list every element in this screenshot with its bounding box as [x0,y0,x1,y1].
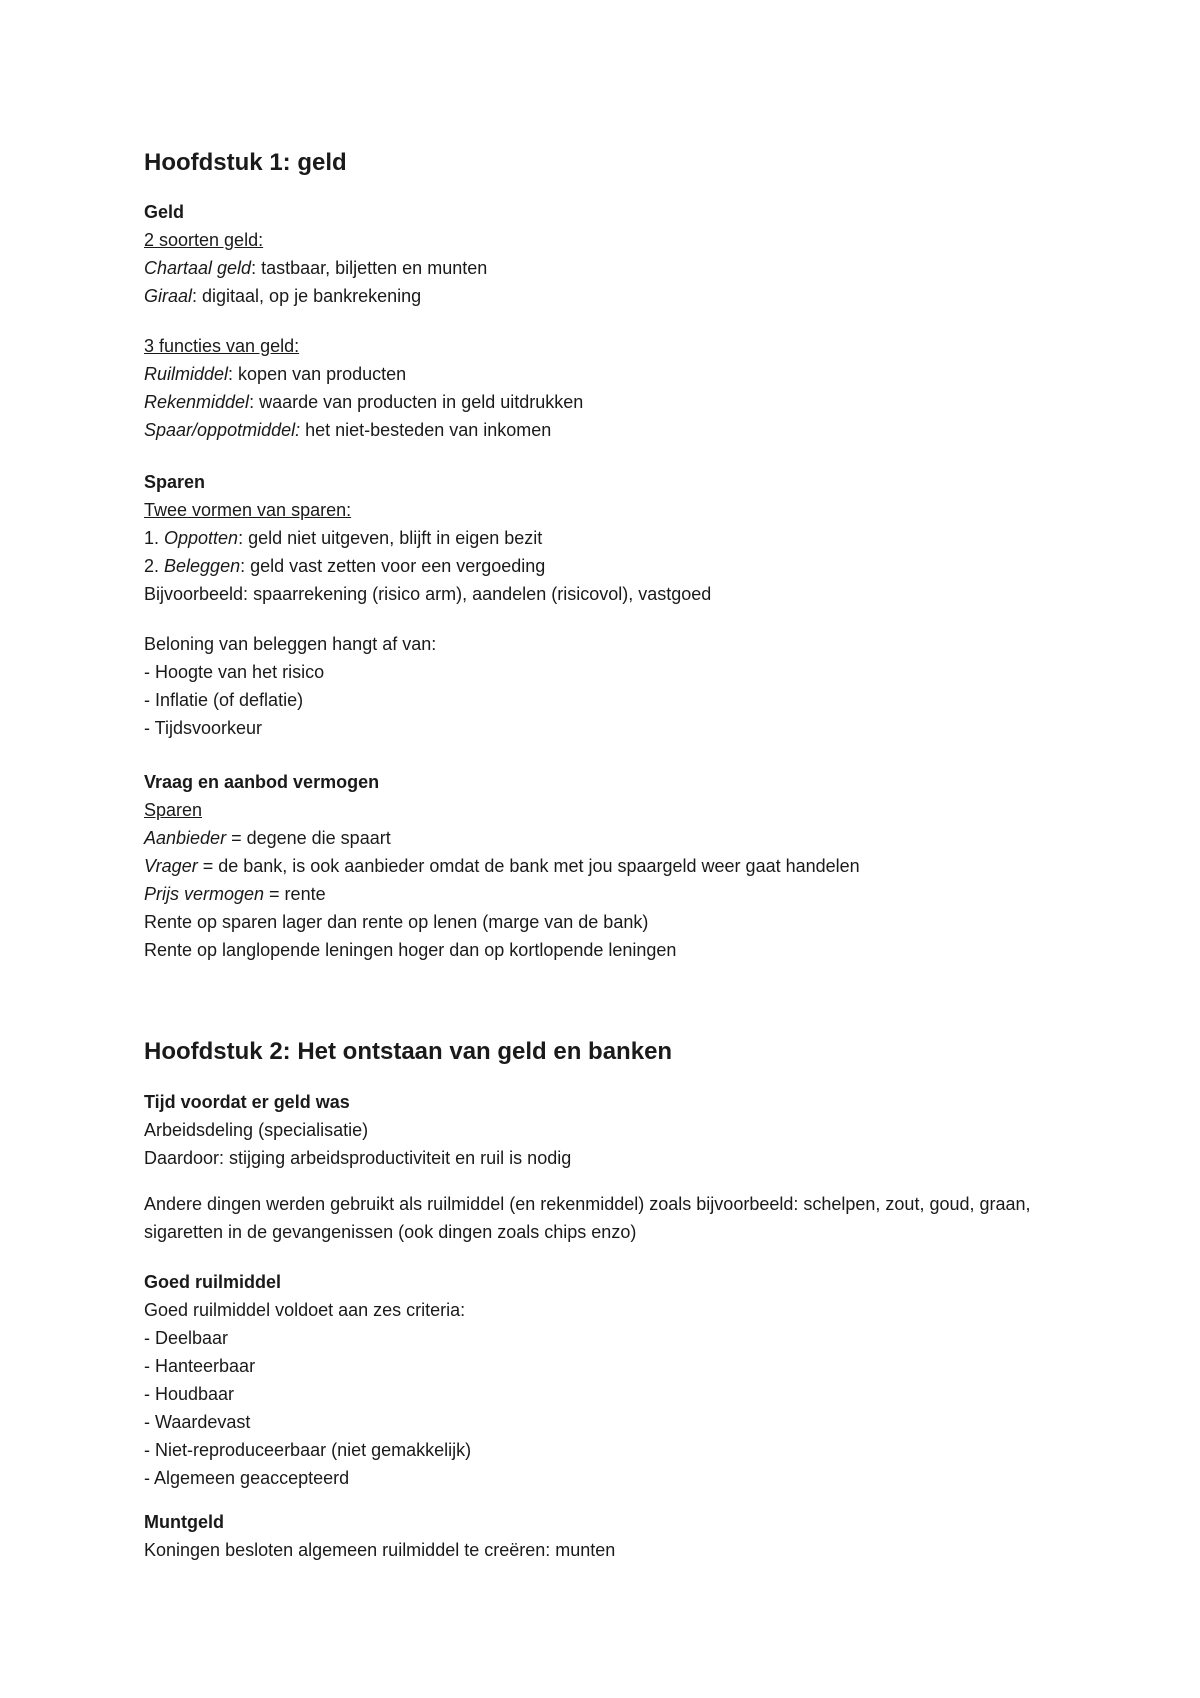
section-heading: Sparen [144,472,206,492]
list-item: - Algemeen geaccepteerd [144,1468,350,1488]
list-item: Prijs vermogen = rente [144,884,326,904]
subheading: 3 functies van geld: [144,336,300,356]
list-item: - Tijdsvoorkeur [144,718,263,738]
list-item: Aanbieder = degene die spaart [144,828,391,848]
section-heading: Vraag en aanbod vermogen [144,772,380,792]
paragraph: Arbeidsdeling (specialisatie) [144,1120,369,1140]
subheading: Sparen [144,800,203,820]
subheading: Twee vormen van sparen: [144,500,352,520]
section-sparen [144,468,1064,608]
list-item: Rekenmiddel: waarde van producten in geld uitdrukken [144,392,584,412]
section-tijd [144,1088,1064,1172]
section-heading: Goed ruilmiddel [144,1272,282,1292]
list-item: 1. Oppotten: geld niet uitgeven, blijft in eigen bezit [144,528,543,548]
list-item: Vrager = de bank, is ook aanbieder omdat de bank met jou spaargeld weer gaat handelen [144,856,860,876]
chapter-1-title: Hoofdstuk 1: geld [144,149,347,176]
list-item: Giraal: digitaal, op je bankrekening [144,286,422,306]
chapter-2-title: Hoofdstuk 2: Het ontstaan van geld en banken [144,1038,673,1065]
paragraph: Daardoor: stijging arbeidsproductiviteit en ruil is nodig [144,1148,572,1168]
section-heading: Muntgeld [144,1512,224,1532]
list-item: Spaar/oppotmiddel: het niet-besteden van inkomen [144,420,552,440]
section-andere [144,1190,1044,1246]
paragraph: Bijvoorbeeld: spaarrekening (risico arm), aandelen (risicovol), vastgoed [144,584,712,604]
paragraph: Koningen besloten algemeen ruilmiddel te creëren: munten [144,1540,616,1560]
section-beloning [144,630,1064,742]
subheading: 2 soorten geld: [144,230,264,250]
list-item: - Waardevast [144,1412,251,1432]
paragraph: Beloning van beleggen hangt af van: [144,634,437,654]
section-vraag-aanbod [144,768,1064,964]
list-item: - Inflatie (of deflatie) [144,690,304,710]
list-item: - Houdbaar [144,1384,235,1404]
section-goed-ruilmiddel [144,1268,1064,1492]
paragraph: Rente op sparen lager dan rente op lenen (marge van de bank) [144,912,649,932]
section-heading: Geld [144,202,185,222]
section-heading: Tijd voordat er geld was [144,1092,350,1112]
section-functies [144,332,1064,444]
list-item: - Niet-reproduceerbaar (niet gemakkelijk) [144,1440,472,1460]
list-item: Ruilmiddel: kopen van producten [144,364,407,384]
list-item: - Deelbaar [144,1328,229,1348]
section-geld [144,198,1064,310]
list-item: - Hoogte van het risico [144,662,325,682]
list-item: 2. Beleggen: geld vast zetten voor een vergoeding [144,556,546,576]
paragraph: Andere dingen werden gebruikt als ruilmiddel (en rekenmiddel) zoals bijvoorbeeld: schelpen, zout, goud, graan, sigaretten in de gevangenissen (ook dingen zoals chips enzo) [144,1194,1031,1242]
list-item: Chartaal geld: tastbaar, biljetten en munten [144,258,488,278]
paragraph: Rente op langlopende leningen hoger dan op kortlopende leningen [144,940,677,960]
section-muntgeld [144,1508,1064,1564]
list-item: - Hanteerbaar [144,1356,256,1376]
paragraph: Goed ruilmiddel voldoet aan zes criteria: [144,1300,466,1320]
